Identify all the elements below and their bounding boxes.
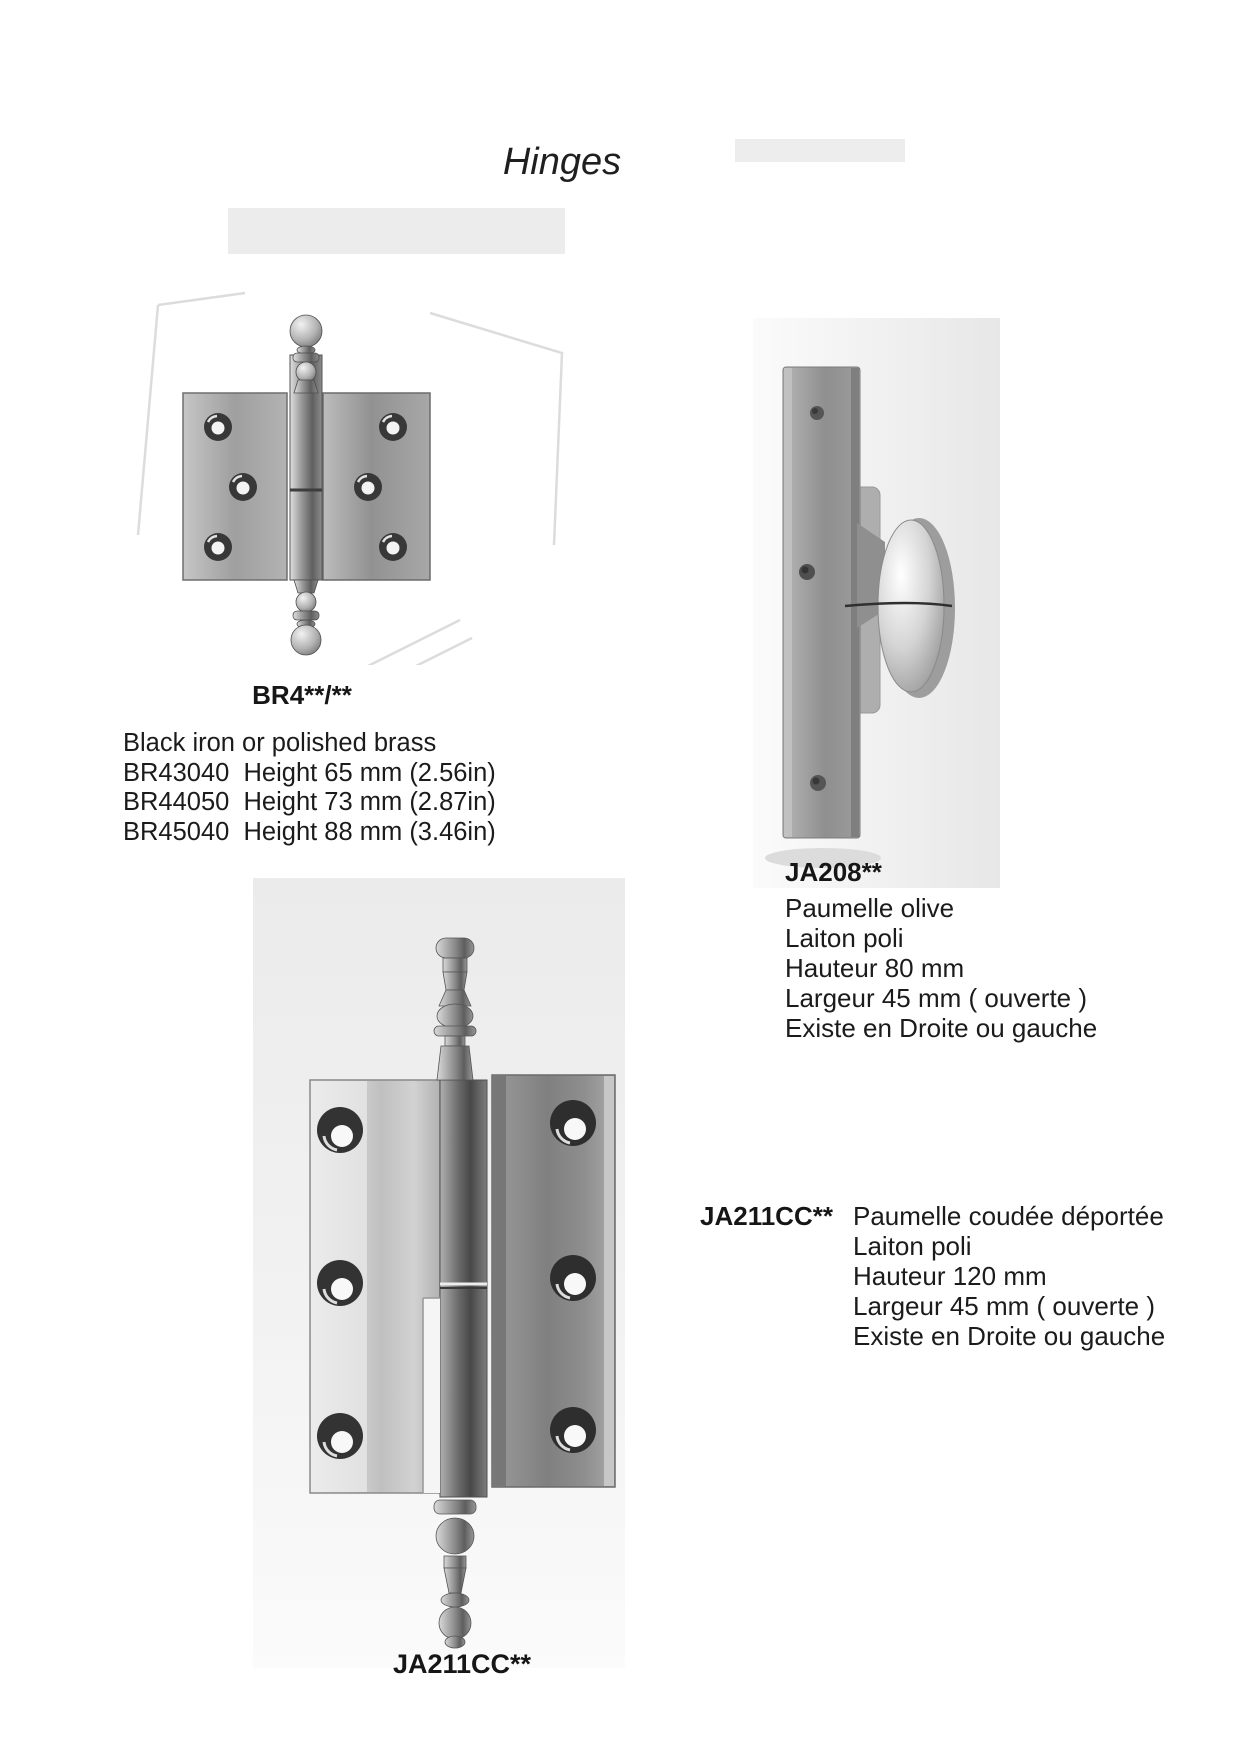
ja208-hinge-drawing (753, 318, 1000, 888)
br4-desc-line: BR43040 Height 65 mm (2.56in) (123, 758, 496, 787)
plate-highlight (784, 368, 792, 837)
ja211cc-hinge-photo (253, 878, 625, 1673)
br4-desc-line: BR45040 Height 88 mm (3.46in) (123, 817, 496, 846)
ja208-desc-line: Largeur 45 mm ( ouverte ) (785, 983, 1088, 1013)
right-leaf-edge-highlight (604, 1076, 614, 1486)
photo-gray-band (228, 208, 565, 254)
ja208-desc-line: Existe en Droite ou gauche (785, 1013, 1098, 1043)
ja211cc-desc-line: Hauteur 120 mm (853, 1261, 1047, 1291)
ja208-hinge-photo (753, 318, 1000, 893)
ja208-desc-line: Laiton poli (785, 923, 904, 953)
ja211cc-hinge-drawing (253, 878, 625, 1668)
br4-hinge-photo (130, 205, 570, 670)
ja211cc-desc-line: Existe en Droite ou gauche (853, 1321, 1166, 1351)
br4-description (123, 729, 496, 847)
ja211cc-image-caption: JA211CC** (392, 1649, 532, 1679)
br4-bottom-finial (291, 580, 321, 655)
ja211cc-desc-line: Paumelle coudée déportée (853, 1201, 1164, 1231)
br4-hinge-drawing (130, 205, 570, 665)
ja211cc-description (853, 1201, 1165, 1351)
ja208-desc-line: Hauteur 80 mm (785, 953, 965, 983)
ja211cc-barrel-lower (440, 1285, 487, 1497)
right-leaf-shade (493, 1076, 506, 1486)
ja208-caption: JA208** (785, 857, 882, 887)
ja211cc-label: JA211CC** (700, 1201, 833, 1231)
ja208-desc-line: Paumelle olive (785, 893, 955, 923)
page-title: Hinges (502, 141, 622, 183)
ja208-olive-knob (878, 520, 944, 692)
ja208-plate (783, 367, 860, 838)
scan-artifact (735, 139, 905, 162)
ja211cc-barrel-upper (440, 1080, 487, 1285)
ja208-description (785, 893, 1097, 1043)
br4-caption: BR4**/** (252, 680, 352, 710)
ja211cc-desc-line: Laiton poli (853, 1231, 972, 1261)
br4-desc-line: BR44050 Height 73 mm (2.87in) (123, 788, 496, 816)
br4-desc-line: Black iron or polished brass (123, 729, 437, 757)
ja211cc-desc-line: Largeur 45 mm ( ouverte ) (853, 1291, 1156, 1321)
lift-off-slot (423, 1298, 440, 1493)
